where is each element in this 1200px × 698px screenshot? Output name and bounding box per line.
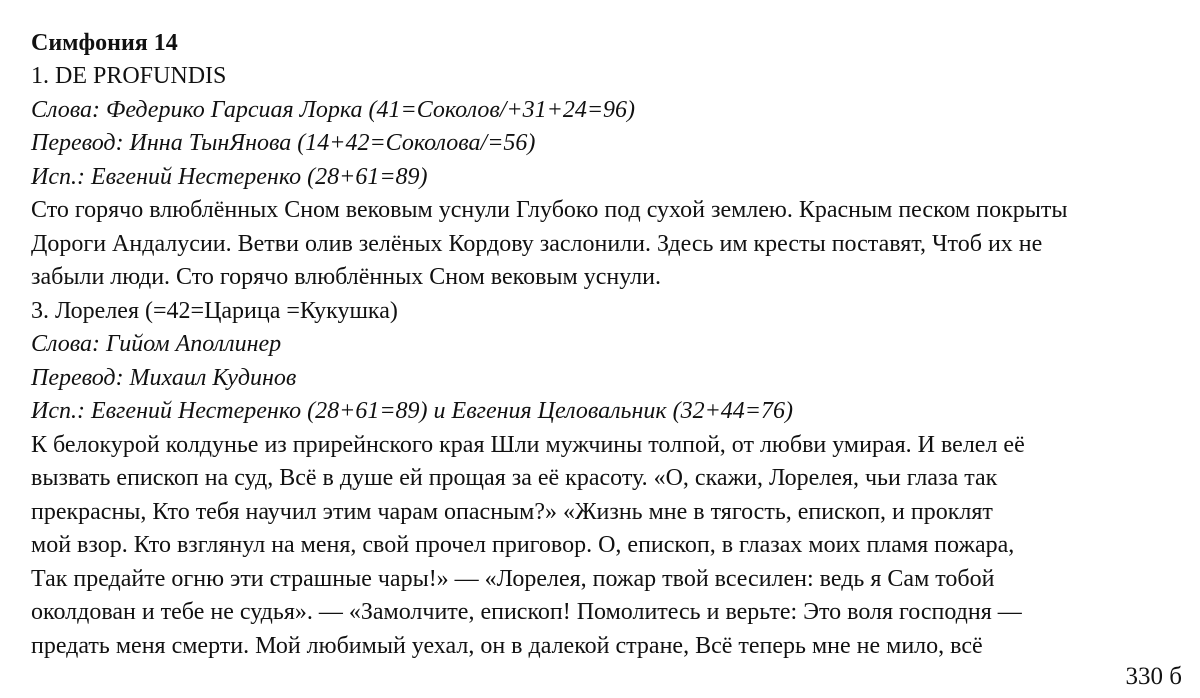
section-heading: 1. DE PROFUNDIS	[31, 63, 227, 89]
page-number: 330 б	[1125, 663, 1182, 690]
body-line: Дороги Андалусии. Ветви олив зелёных Кордову заслонили. Здесь им кресты поставят, Чтоб их не	[31, 230, 1043, 257]
section-heading: 3. Лорелея (=42=Царица =Кукушка)	[31, 297, 398, 324]
translation-author: Перевод: Михаил Кудинов	[31, 364, 297, 391]
body-line: Так предайте огню эти страшные чары!» — «Лорелея, пожар твой всесилен: ведь я Сам тобой	[31, 565, 995, 592]
body-line: мой взор. Кто взглянул на меня, свой прочел приговор. О, епископ, в глазах моих пламя пожара,	[31, 532, 1015, 558]
document-page	[31, 27, 1191, 663]
body-line: К белокурой колдунье из прирейнского края Шли мужчины толпой, от любви умирая. И велел её	[31, 431, 1025, 458]
performer: Исп.: Евгений Нестеренко (28+61=89)	[31, 163, 428, 190]
section-body	[31, 429, 1191, 664]
body-line: забыли люди. Сто горячо влюблённых Сном вековым уснули.	[31, 264, 661, 290]
section-lorelei	[31, 295, 1191, 664]
body-line: Сто горячо влюблённых Сном вековым уснули Глубоко под сухой землею. Красным песком покрыты	[31, 197, 1068, 223]
lyrics-author: Слова: Гийом Аполлинер	[31, 331, 282, 357]
document-title: Симфония 14	[31, 30, 178, 56]
body-line: прекрасны, Кто тебя научил этим чарам опасным?» «Жизнь мне в тягость, епископ, и проклят	[31, 498, 993, 525]
translation-author: Перевод: Инна ТынЯнова (14+42=Соколова/=56)	[31, 130, 536, 156]
body-line: предать меня смерти. Мой любимый уехал, он в далекой стране, Всё теперь мне не мило, всё	[31, 632, 983, 659]
section-body	[31, 194, 1191, 295]
lyrics-author: Слова: Федерико Гарсиая Лорка (41=Соколов/+31+24=96)	[31, 96, 636, 123]
body-line: вызвать епископ на суд, Всё в душе ей прощая за её красоту. «О, скажи, Лорелея, чьи глаза так	[31, 465, 998, 491]
performer: Исп.: Евгений Нестеренко (28+61=89) и Евгения Целовальник (32+44=76)	[31, 398, 793, 424]
section-de-profundis	[31, 60, 1191, 295]
body-line: околдован и тебе не судья». — «Замолчите, епископ! Помолитесь и верьте: Это воля господня —	[31, 599, 1022, 625]
